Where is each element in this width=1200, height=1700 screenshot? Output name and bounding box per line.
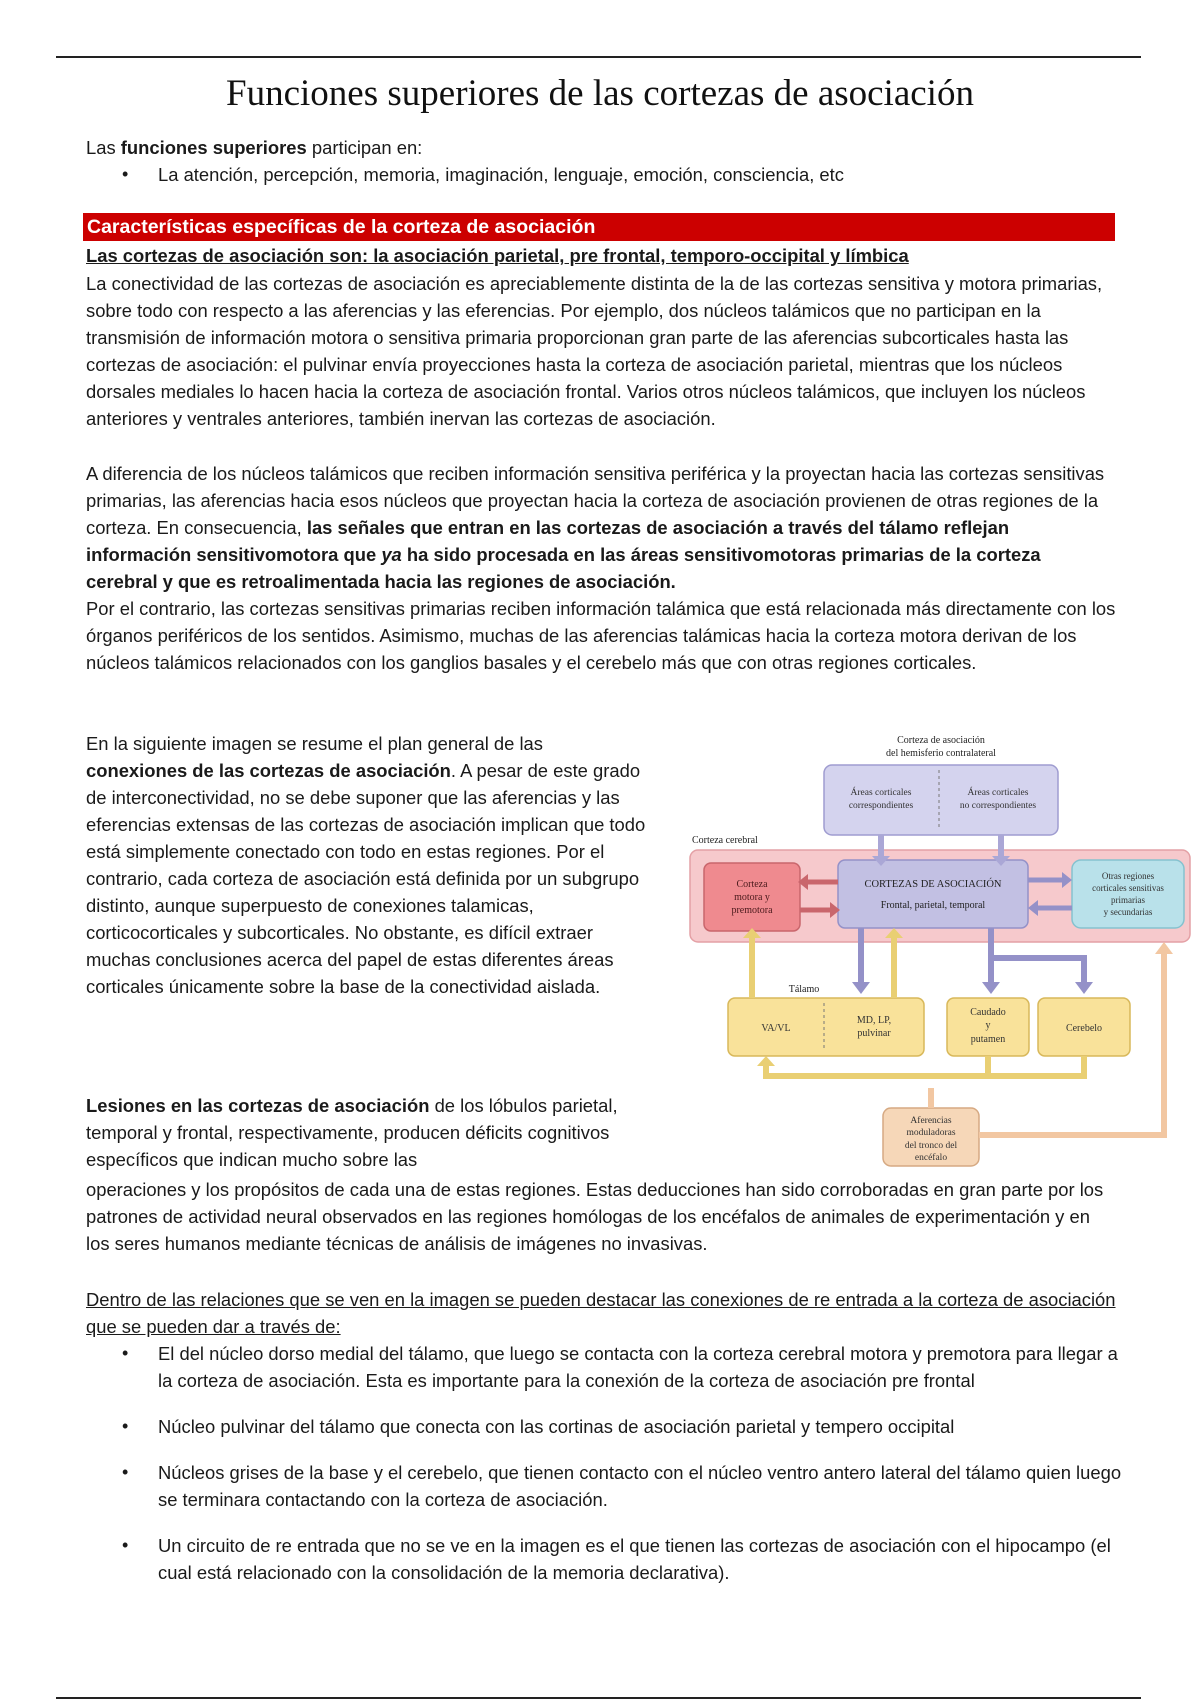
top-rule: [56, 56, 1141, 58]
label-contralateral-1: Corteza de asociación: [897, 735, 985, 746]
label-motora-1: Corteza: [736, 879, 768, 890]
para4-line1: En la siguiente imagen se resume el plan general de las: [86, 733, 543, 754]
intro-line: [86, 134, 844, 161]
para5-first: de los lóbulos parietal, temporal y frontal, respectivamente, producen déficits cognitivos específicos que indican mucho sobre las: [86, 1095, 618, 1170]
relations-list-container: [86, 1340, 1126, 1605]
association-cortex-diagram: [686, 730, 1196, 1170]
arrow-basal-to-thalamus: [766, 1056, 1084, 1076]
thalamus-box: [728, 998, 924, 1056]
arrow-assoc-to-cerebellum-head: [1075, 982, 1093, 994]
label-md-1: MD, LP,: [856, 1015, 892, 1026]
para2-bold2: ha sido procesada en las áreas sensitivomotoras primarias de la corteza cerebral y que es retroalimentada hacia las regiones de asociación.: [86, 544, 1041, 592]
arrow-assoc-to-cerebellum: [991, 958, 1084, 984]
label-otras-2: corticales sensitivas: [1092, 883, 1164, 893]
section-header: Características específicas de la corteza de asociación: [83, 213, 1115, 241]
label-otras-1: Otras regiones: [1101, 871, 1155, 881]
label-aferencias-4: encéfalo: [914, 1153, 948, 1163]
paragraph-connectivity: La conectividad de las cortezas de asociación es apreciablemente distinta de la de las cortezas sensitiva y motora primarias, sobre todo con respecto a las aferencias y las eferencias. Por ejemplo, dos núcleos talámicos que no participan en la transmisión de información motora o sensitiva primaria proporcionan gran parte de las aferencias subcorticales hasta las cortezas de asociación: el pulvinar envía proyecciones hasta la corteza de asociación parietal, mientras que los núcleos dorsales mediales lo hacen hacia la corteza de asociación frontal. Varios otros núcleos talámicos, que incluyen los núcleos anteriores y ventrales anteriores, también inervan las cortezas de asociación.: [86, 273, 1103, 429]
label-areas-nocorr-2: no correspondientes: [959, 801, 1037, 811]
label-cerebelo: Cerebelo: [1065, 1023, 1103, 1034]
subheading: Las cortezas de asociación son: la asociación parietal, pre frontal, temporo-occipital y límbica: [86, 245, 909, 266]
intro-prefix: Las: [86, 137, 121, 158]
relations-list: [86, 1340, 1126, 1586]
relation-item: • El del núcleo dorso medial del tálamo, que luego se contacta con la corteza cerebral motora y premotora para llegar a la corteza de asociación. Esta es importante para la conexión de la corteza de asociación pre frontal: [86, 1340, 1126, 1394]
label-assoc-title: CORTEZAS DE ASOCIACIÓN: [864, 879, 1002, 890]
para2-italic: ya: [381, 544, 402, 565]
contralateral-box: [824, 765, 1058, 835]
paragraph-lesions-continued: operaciones y los propósitos de cada una de estas regiones. Estas deducciones han sido corroboradas en gran parte por los patrones de actividad neural observados en las regiones homólogas de los encéfalos de animales de experimentación y en los seres humanos mediante técnicas de análisis de imágenes no invasivas.: [86, 1179, 1104, 1254]
arrow-assoc-to-basal-head: [982, 982, 1000, 994]
paragraph-lesions-start: [86, 1092, 666, 1173]
relation-item: • Núcleos grises de la base y el cerebelo, que tienen contacto con el núcleo ventro antero lateral del tálamo quien luego se terminara contactando con la corteza de asociación.: [86, 1459, 1126, 1513]
label-areas-nocorr-1: Áreas corticales: [967, 788, 1029, 798]
label-motora-3: premotora: [731, 905, 773, 916]
paragraph-thalamic-inputs: [86, 460, 1116, 595]
bottom-rule: [56, 1697, 1141, 1699]
label-cerebral-cortex: Corteza cerebral: [692, 835, 758, 846]
para4-bold: conexiones de las cortezas de asociación: [86, 760, 451, 781]
intro-suffix: participan en:: [306, 137, 423, 158]
label-otras-3: primarias: [1111, 895, 1145, 905]
label-assoc-sub: Frontal, parietal, temporal: [880, 900, 986, 911]
relations-heading: Dentro de las relaciones que se ven en la imagen se pueden destacar las conexiones de re entrada a la corteza de asociación que se pueden dar a través de:: [86, 1289, 1116, 1337]
label-areas-corr-2: correspondientes: [848, 801, 914, 811]
arrow-brainstem-to-cortex-head: [1155, 942, 1173, 954]
relation-item: • Un circuito de re entrada que no se ve en la imagen es el que tienen las cortezas de asociación con el hipocampo (el cual está relacionado con la consolidación de la memoria declarativa).: [86, 1532, 1126, 1586]
label-md-2: pulvinar: [857, 1028, 891, 1039]
intro-bullet: • La atención, percepción, memoria, imaginación, lenguaje, emoción, consciencia, etc: [86, 161, 844, 188]
label-caudado-2: y: [985, 1020, 991, 1031]
paragraph-primary-cortex: Por el contrario, las cortezas sensitivas primarias reciben información talámica que está relacionada más directamente con los órganos periféricos de los sentidos. Asimismo, muchas de las aferencias talámicas hacia la corteza motora derivan de los núcleos talámicos relacionados con los ganglios basales y el cerebelo más que con otras regiones corticales.: [86, 598, 1116, 673]
paragraph-connections: [86, 730, 651, 1000]
label-motora-2: motora y: [734, 892, 770, 903]
label-contralateral-2: del hemisferio contralateral: [886, 748, 996, 759]
para4-rest: . A pesar de este grado de interconectividad, no se debe suponer que las aferencias y las eferencias extensas de las cortezas de asociación implican que todo está simplemente conectado con todo en estas regiones. Por el contrario, cada corteza de asociación está definida por un subgrupo distinto, aunque superpuesto de conexiones talamicas, corticocorticales y subcorticales. No obstante, es difícil extraer muchas conclusiones acerca del papel de estas diferentes áreas corticales únicamente sobre la base de la conectividad aislada.: [86, 760, 646, 997]
label-areas-corr-1: Áreas corticales: [850, 788, 912, 798]
relation-item: • Núcleo pulvinar del tálamo que conecta con las cortinas de asociación parietal y tempero occipital: [86, 1413, 1126, 1440]
intro-list: [86, 161, 844, 188]
label-talamo: Tálamo: [788, 984, 820, 995]
association-cortex-box: [838, 860, 1028, 928]
intro-block: [86, 134, 844, 188]
para5-bold: Lesiones en las cortezas de asociación: [86, 1095, 430, 1116]
label-caudado-3: putamen: [970, 1034, 1006, 1045]
para2-bold1: las señales que entran en las cortezas de asociación a través del tálamo reflejan información sensitivomotora que: [86, 517, 1010, 565]
arrow-assoc-to-thalamus-head: [852, 982, 870, 994]
arrow-basal-to-thalamus-head: [757, 1056, 775, 1066]
label-caudado-1: Caudado: [970, 1007, 1006, 1018]
intro-bold: funciones superiores: [120, 137, 307, 158]
page-title: Funciones superiores de las cortezas de asociación: [226, 73, 974, 114]
label-aferencias-3: del tronco del: [904, 1141, 958, 1151]
label-aferencias-2: moduladoras: [906, 1128, 956, 1138]
label-aferencias-1: Aferencias: [910, 1116, 952, 1126]
para2-normal: A diferencia de los núcleos talámicos que reciben información sensitiva periférica y la proyectan hacia las cortezas sensitivas primarias, las aferencias hacia esos núcleos que proyectan hacia la corteza de asociación provienen de otras regiones de la corteza. En consecuencia,: [86, 463, 1105, 538]
label-vavl: VA/VL: [761, 1023, 791, 1034]
label-otras-4: y secundarias: [1103, 907, 1153, 917]
